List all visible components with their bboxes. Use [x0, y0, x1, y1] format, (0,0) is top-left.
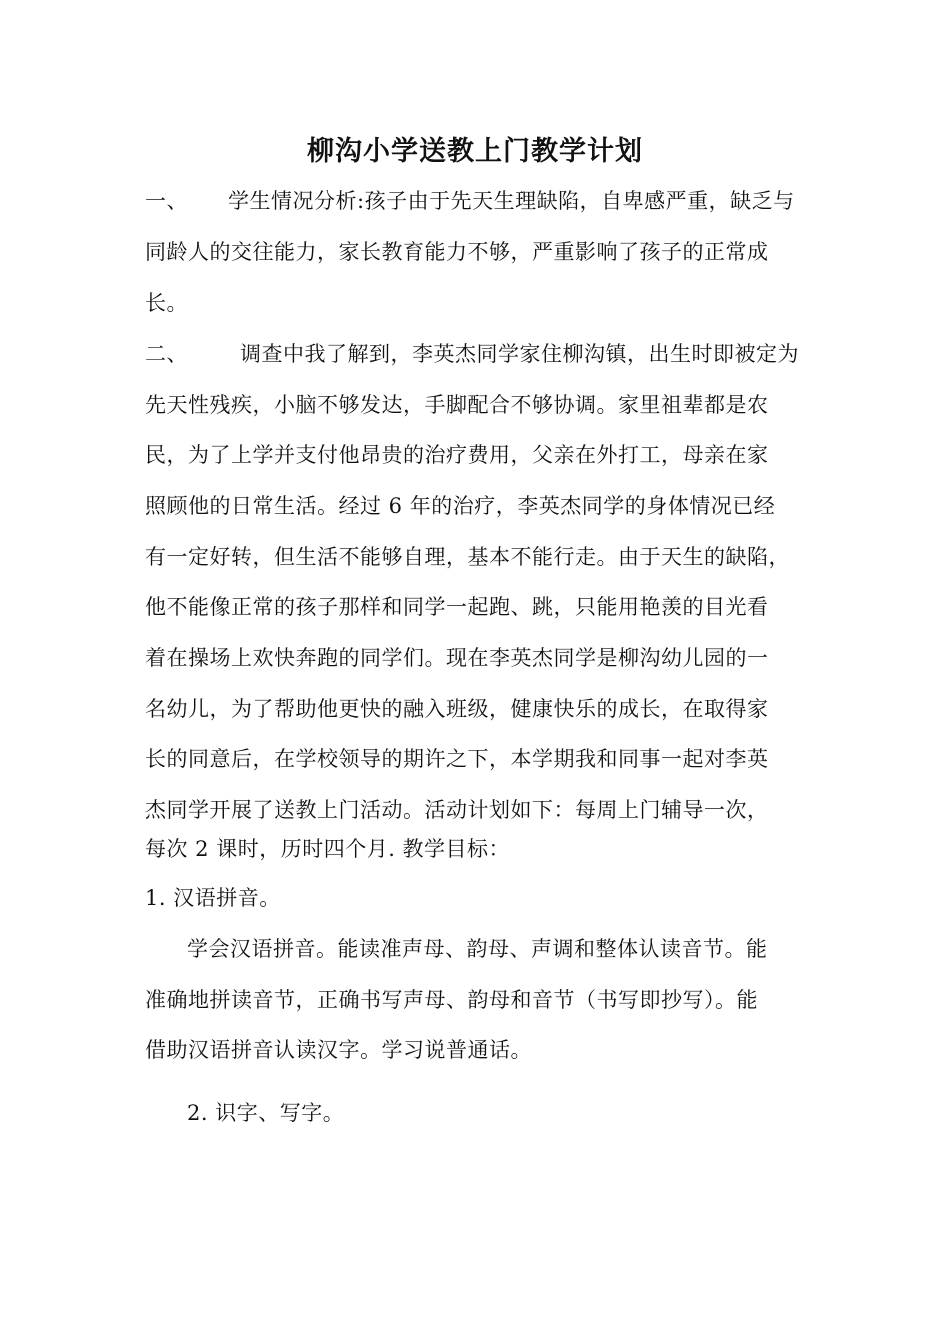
section2-marker: 二、 — [145, 342, 188, 366]
item1-heading: 1. 汉语拼音。 — [145, 886, 281, 910]
section2-line-4: 照顾他的日常生活。经过 6 年的治疗，李英杰同学的身体情况已经 — [145, 494, 776, 518]
section2-line-5: 有一定好转，但生活不能够自理，基本不能行走。由于天生的缺陷， — [145, 545, 790, 569]
section1-line-1 — [145, 186, 795, 216]
section1-line-3: 长。 — [145, 291, 188, 315]
section2-line-9: 长的同意后，在学校领导的期许之下，本学期我和同事一起对李英 — [145, 747, 769, 771]
section2-line-11: 每次 2 课时，历时四个月. 教学目标： — [145, 837, 511, 861]
section2-line-2: 先天性残疾，小脑不够发达，手脚配合不够协调。家里祖辈都是农 — [145, 393, 769, 417]
section2-line-10: 杰同学开展了送教上门活动。活动计划如下：每周上门辅导一次， — [145, 798, 769, 822]
section1-marker: 一、 — [145, 189, 188, 213]
item1-line-3: 借助汉语拼音认读汉字。学习说普通话。 — [145, 1038, 532, 1062]
section2-line-6: 他不能像正常的孩子那样和同学一起跑、跳，只能用艳羡的目光看 — [145, 595, 769, 619]
section2-line-1 — [145, 339, 799, 369]
item2-heading: 2. 识字、写字。 — [187, 1101, 345, 1125]
item1-line-1: 学会汉语拼音。能读准声母、韵母、声调和整体认读音节。能 — [187, 937, 768, 961]
section2-text-1: 调查中我了解到，李英杰同学家住柳沟镇，出生时即被定为 — [240, 342, 799, 366]
section1-line-2: 同龄人的交往能力，家长教育能力不够，严重影响了孩子的正常成 — [145, 240, 769, 264]
section2-line-8: 名幼儿，为了帮助他更快的融入班级，健康快乐的成长，在取得家 — [145, 697, 769, 721]
document-title: 柳沟小学送教上门教学计划 — [307, 136, 643, 167]
section1-text-1: 学生情况分析:孩子由于先天生理缺陷，自卑感严重，缺乏与 — [228, 189, 795, 213]
section2-line-3: 民，为了上学并支付他昂贵的治疗费用，父亲在外打工，母亲在家 — [145, 443, 769, 467]
item1-line-2: 准确地拼读音节，正确书写声母、韵母和音节（书写即抄写）。能 — [145, 988, 758, 1012]
section2-line-7: 着在操场上欢快奔跑的同学们。现在李英杰同学是柳沟幼儿园的一 — [145, 646, 769, 670]
